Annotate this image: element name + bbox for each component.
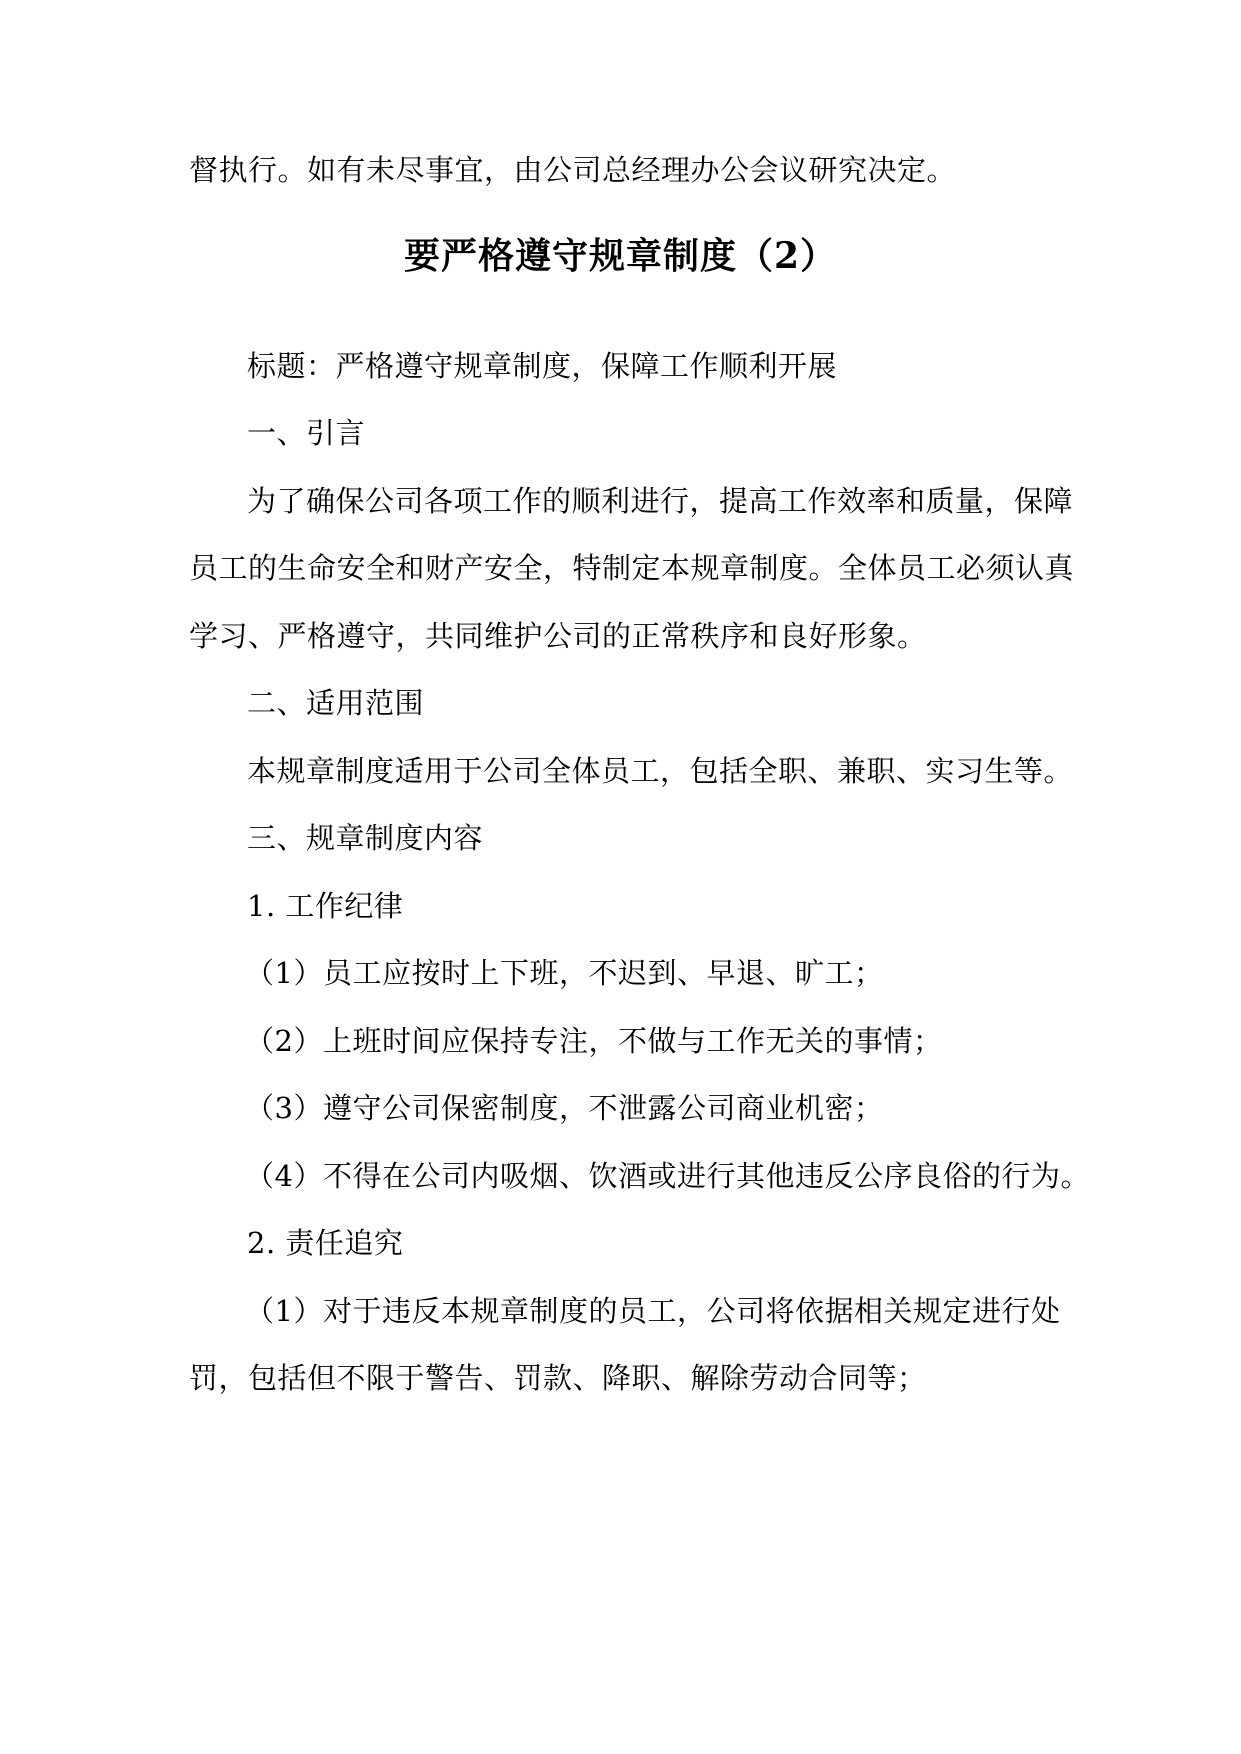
subsection2-heading: 2. 责任追究 (247, 1226, 404, 1260)
list-item: （1）对于违反本规章制度的员工，公司将依据相关规定进行处 (245, 1294, 1061, 1328)
section2-heading: 二、适用范围 (247, 686, 425, 720)
list-item: （1）员工应按时上下班，不迟到、早退、旷工； (245, 956, 884, 990)
section1-paragraph-line: 学习、严格遵守，共同维护公司的正常秩序和良好形象。 (189, 619, 927, 653)
list-item: （3）遵守公司保密制度，不泄露公司商业机密； (245, 1091, 884, 1125)
section1-heading: 一、引言 (247, 416, 366, 450)
continuation-text: 督执行。如有未尽事宜，由公司总经理办公会议研究决定。 (189, 153, 957, 187)
section1-paragraph-line: 为了确保公司各项工作的顺利进行，提高工作效率和质量，保障 (247, 484, 1074, 518)
subject-line: 标题：严格遵守规章制度，保障工作顺利开展 (247, 349, 838, 383)
section2-text: 本规章制度适用于公司全体员工，包括全职、兼职、实习生等。 (247, 754, 1074, 788)
document-title: 要严格遵守规章制度（2） (403, 235, 838, 277)
list-item: （4）不得在公司内吸烟、饮酒或进行其他违反公序良俗的行为。 (245, 1159, 1090, 1193)
list-item: （2）上班时间应保持专注，不做与工作无关的事情； (245, 1024, 943, 1058)
section3-heading: 三、规章制度内容 (247, 821, 484, 855)
subsection1-heading: 1. 工作纪律 (247, 889, 404, 923)
section1-paragraph-line: 员工的生命安全和财产安全，特制定本规章制度。全体员工必须认真 (189, 551, 1075, 585)
list-item-continuation: 罚，包括但不限于警告、罚款、降职、解除劳动合同等； (189, 1361, 927, 1395)
